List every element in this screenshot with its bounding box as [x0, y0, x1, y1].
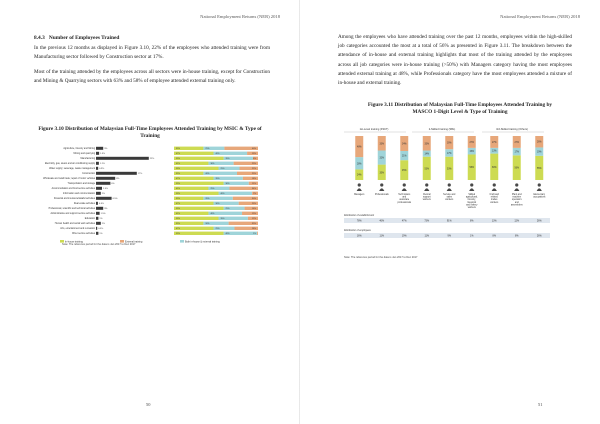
segment-label: 35%	[215, 178, 220, 181]
person-icon-body	[537, 188, 542, 191]
category-label: Wholesale and retail trade; repair of motor vehicles	[43, 178, 95, 181]
category-label-line: Plant and	[511, 194, 522, 196]
page-header: National Employment Returns (NER) 2018	[200, 14, 280, 19]
segment-label: 27%	[469, 141, 475, 144]
category-label: Transportation and storage	[67, 183, 95, 186]
segment-label: 35%	[176, 148, 181, 151]
group-header: 2-Skilled training (SBL)	[428, 128, 456, 131]
segment-label: 41%	[176, 163, 181, 166]
bar	[96, 162, 99, 165]
figure-title: Figure 3.10 Distribution of Malaysian Full-Time Employees Attended Training by MSIC & Type of Training	[38, 126, 262, 139]
category-label	[511, 193, 524, 206]
bar-value-label: 1.5%	[100, 213, 106, 216]
segment-label: 28%	[356, 163, 362, 166]
segment-label: 34%	[401, 143, 407, 146]
bar	[96, 172, 137, 175]
category-label-line: Managers	[354, 194, 365, 196]
segment-label: 17%	[446, 152, 452, 155]
table-cell: 8%	[492, 234, 496, 238]
segment-label: 53%	[176, 168, 181, 171]
segment-label: 30%	[251, 198, 256, 201]
category-label: Mining and quarrying	[73, 153, 95, 156]
category-label-line: sales	[446, 196, 452, 199]
bar	[96, 157, 149, 160]
bar-value-label: 0.9%	[99, 168, 105, 171]
person-icon	[470, 183, 473, 186]
legend-label: In-house training	[65, 240, 83, 244]
category-label: Professional, scientific and technical activities	[48, 208, 95, 211]
table-cell: 13%	[491, 219, 497, 223]
bar-value-label: 17%	[137, 173, 143, 176]
segment-label: 48%	[356, 146, 362, 149]
category-label	[466, 194, 478, 209]
segment-label: 13%	[251, 153, 256, 156]
category-label	[397, 194, 411, 204]
section-number: 8.4.3	[34, 35, 45, 41]
bar-value-label: 3%	[104, 208, 108, 211]
bar-value-label: 1%	[99, 218, 103, 221]
bar	[96, 207, 103, 210]
segment-label: 33%	[424, 143, 430, 146]
segment-label: 25%	[210, 188, 215, 191]
segment-label: 59%	[176, 208, 181, 211]
segment-label: 40%	[220, 193, 225, 196]
table-cell: 91%	[446, 219, 452, 223]
figure-note: Note: The reference period for the data is Jan 2017 to Dec 2017	[344, 256, 418, 259]
person-icon	[403, 183, 406, 186]
bar-value-label: 6.5%	[112, 198, 118, 201]
bar-value-label: 1.3%	[100, 153, 106, 156]
category-label-line: and	[514, 201, 519, 204]
segment-label: 12%	[251, 218, 256, 221]
segment-label: 53%	[446, 168, 452, 171]
bar	[96, 217, 98, 220]
segment-label: 47%	[176, 228, 181, 231]
group-header: 1st-Level training (FSKT)	[359, 128, 389, 131]
table-cell: 9%	[447, 234, 451, 238]
table-cell: 8%	[515, 234, 519, 238]
figure-title: Figure 3.11 Distribution of Malaysian Full-Time Employees Attended Training by MASCO 1-Digit Level & Type of Training	[367, 102, 553, 115]
category-label-line: forestry,	[467, 199, 476, 202]
segment-label: 35%	[225, 158, 230, 161]
segment-label: 11%	[252, 183, 256, 186]
section-title: Number of Employees Trained	[48, 35, 120, 41]
bar	[96, 232, 98, 235]
inhouse-segment	[174, 157, 224, 160]
category-label: Financial and insurance/takaful activities	[53, 198, 95, 201]
segment-label: 19%	[536, 151, 542, 154]
category-label: Agriculture, forestry and fishing	[63, 148, 95, 151]
table-cell: 16%	[356, 234, 362, 238]
category-label: Other service activities	[71, 233, 95, 236]
bar-value-label: 2.5%	[103, 188, 108, 191]
category-label: Arts, entertainment and recreation	[60, 228, 95, 231]
category-label-line: operators	[511, 199, 522, 202]
category-label-line: support	[422, 196, 431, 199]
segment-label: 13%	[491, 150, 497, 153]
segment-label: 25%	[220, 168, 225, 171]
segment-label: 41%	[176, 188, 181, 191]
person-icon-body	[424, 188, 429, 191]
category-label-line: agricultural,	[465, 196, 478, 199]
person-icon	[538, 183, 541, 186]
segment-label: 32%	[379, 157, 385, 160]
legend-label: Both in-house & external training	[185, 240, 220, 244]
person-icon-body	[447, 188, 452, 191]
category-label-line: and	[402, 196, 407, 199]
inhouse-segment	[174, 182, 224, 185]
segment-label: 30%	[210, 163, 215, 166]
group-header: 3rd-Skilled training (Others)	[496, 128, 528, 131]
category-label-line: Skilled	[468, 194, 476, 196]
segment-label: 25%	[215, 228, 220, 231]
legend-label: External training	[125, 240, 143, 244]
bar	[96, 177, 115, 180]
segment-label: 35%	[205, 198, 210, 201]
category-label-line: trades	[491, 199, 498, 202]
segment-label: 33%	[379, 143, 385, 146]
segment-label: 28%	[251, 228, 256, 231]
category-label: Water supply; sewerage, waste management	[49, 168, 95, 171]
inhouse-segment	[174, 232, 224, 235]
person-icon-body	[469, 188, 474, 191]
category-label-line: occupations	[533, 196, 546, 199]
bar	[96, 147, 103, 150]
segment-label: 40%	[205, 173, 210, 176]
person-icon	[380, 183, 383, 186]
paragraph-2: Most of the training attended by the employees across all sectors were in-house training, except for Construction and Mining & Quarrying sectors with 63% and 58% of employee attended external training only.	[34, 69, 270, 85]
segment-label: 22%	[251, 168, 256, 171]
person-icon	[515, 183, 518, 186]
segment-label: 53%	[176, 193, 181, 196]
category-label-line: workers	[422, 199, 431, 202]
person-icon	[425, 183, 428, 186]
segment-label: 18%	[251, 178, 256, 181]
person-icon-body	[514, 188, 519, 191]
category-label-line: livestock	[467, 201, 477, 204]
category-label	[354, 193, 365, 196]
table-row-label: Distribution of establishment	[344, 214, 375, 217]
bar-value-label: 0.8%	[98, 203, 104, 206]
segment-label: 21%	[401, 155, 407, 158]
segment-label: 60%	[491, 166, 497, 169]
segment-label: 47%	[176, 178, 181, 181]
segment-label: 35%	[251, 223, 256, 226]
segment-label: 35%	[379, 172, 385, 175]
external-segment	[257, 232, 258, 235]
bar-value-label: 0.5%	[98, 228, 104, 231]
segment-label: 30%	[205, 223, 210, 226]
bar-value-label: 6%	[111, 183, 115, 186]
segment-label: 27%	[514, 141, 520, 144]
person-icon	[358, 183, 361, 186]
table-cell: 11%	[424, 234, 430, 238]
category-label: Construction	[82, 173, 95, 176]
segment-label: 16%	[251, 208, 256, 211]
category-label-line: Service and	[443, 194, 456, 196]
segment-label: 59%	[176, 233, 181, 236]
table-cell: 26%	[536, 234, 542, 238]
bar-value-label: 2%	[101, 223, 105, 226]
bar	[96, 227, 97, 230]
segment-label: 23%	[251, 203, 256, 206]
table-cell: 1%	[470, 234, 474, 238]
category-label: Information and communication	[62, 193, 95, 196]
segment-label: 26%	[536, 141, 542, 144]
category-label-line: Technicians	[398, 194, 411, 196]
segment-label: 15%	[469, 151, 475, 154]
segment-label: 19%	[251, 213, 256, 216]
segment-label: 27%	[491, 141, 497, 144]
table-cell: 78%	[356, 219, 362, 223]
bar	[96, 202, 98, 205]
bar	[96, 182, 110, 185]
segment-label: 35%	[220, 218, 225, 221]
bar	[96, 212, 100, 215]
bar-value-label: 2%	[101, 193, 105, 196]
category-label: Real estate activities	[73, 203, 95, 206]
bar-value-label: 1%	[99, 233, 103, 236]
table-cell: 19%	[401, 234, 407, 238]
person-icon	[448, 183, 451, 186]
bar	[96, 197, 112, 200]
category-label-line: workers	[467, 207, 476, 209]
category-label-line: Craft and	[489, 194, 499, 196]
person-icon	[493, 183, 496, 186]
person-icon-body	[379, 188, 384, 191]
segment-label: 17%	[514, 151, 520, 154]
segment-label: 47%	[176, 153, 181, 156]
category-label-line: assemblers	[510, 204, 523, 207]
page-number: 50	[146, 402, 151, 407]
inhouse-segment	[174, 207, 224, 210]
segment-label: 34%	[251, 188, 256, 191]
bar-value-label: 3%	[104, 148, 108, 151]
category-label-line: machine	[512, 196, 522, 199]
category-label-line: workers	[445, 199, 454, 202]
bar-value-label: 1.2%	[99, 163, 105, 166]
segment-label: 30%	[215, 203, 220, 206]
category-label: Human health and social work activities	[54, 223, 95, 226]
segment-label: 58%	[469, 167, 475, 170]
segment-label: 53%	[424, 168, 430, 171]
segment-label: 55%	[536, 167, 542, 170]
figure-3-11-chart	[342, 124, 562, 250]
category-label-line: Professionals	[374, 194, 389, 196]
segment-label: 25%	[225, 208, 230, 211]
category-label-line: Clerical	[422, 194, 431, 196]
category-label	[443, 193, 456, 201]
segment-label: 40%	[251, 148, 256, 151]
category-label-line: professionals	[397, 201, 412, 204]
category-label-line: associate	[399, 199, 410, 202]
figure-3-10-chart	[40, 144, 262, 246]
segment-label: 1%	[253, 233, 256, 236]
page-number: 51	[538, 402, 543, 407]
table-cell: 26%	[536, 219, 542, 223]
segment-label: 14%	[424, 153, 430, 156]
category-label	[375, 193, 390, 196]
table-cell: 46%	[379, 219, 385, 223]
segment-label: 59%	[176, 183, 181, 186]
segment-label: 25%	[205, 148, 210, 151]
category-label: Manufacturing	[80, 158, 95, 161]
category-label-line: and fishery	[466, 204, 478, 207]
legend-swatch	[180, 240, 184, 243]
segment-label: 40%	[210, 213, 215, 216]
category-label: Electricity, gas, steam and air conditioning supply	[44, 163, 95, 166]
table-cell: 11%	[379, 234, 385, 238]
segment-label: 41%	[176, 213, 181, 216]
table-cell: 8%	[470, 219, 474, 223]
inhouse-segment	[174, 192, 219, 195]
segment-label: 35%	[176, 223, 181, 226]
table-cell: 73%	[424, 219, 430, 223]
right-page	[300, 0, 600, 424]
bar	[96, 222, 101, 225]
paragraph: Among the employees who have attended training over the past 12 months, employees within the high-skilled job categories accounted the most at a total of 56% as presented in Figure 3.11. The breakdown between the attendance of in-house and external training highlights that most of the training attended by the employees across all job categories were in-house training (>50%) with Managers category having the most employees attended external training at 48%, while Professionals category have the most employees attended a mixture of in-house and external training.	[338, 34, 572, 87]
table-cell: 12%	[514, 219, 520, 223]
category-label-line: Elementary	[533, 194, 546, 196]
category-label: Accommodation and food service activities	[51, 188, 95, 191]
segment-label: 35%	[176, 198, 181, 201]
segment-label: 30%	[225, 183, 230, 186]
segment-label: 40%	[215, 153, 220, 156]
segment-label: 53%	[176, 218, 181, 221]
inhouse-segment	[174, 217, 219, 220]
bar-value-label: 8%	[116, 178, 120, 181]
category-label: Education	[84, 218, 95, 221]
category-label	[490, 193, 500, 204]
table-row-label: Distribution of employees	[344, 229, 371, 232]
segment-label: 6%	[253, 158, 256, 161]
category-label	[533, 193, 546, 199]
category-label-line: related	[490, 196, 498, 199]
segment-label: 56%	[514, 167, 520, 170]
bar	[96, 152, 99, 155]
section-heading	[34, 35, 119, 41]
person-icon-body	[402, 188, 407, 191]
segment-label: 35%	[176, 173, 181, 176]
segment-label: 40%	[225, 233, 230, 236]
segment-label: 59%	[176, 158, 181, 161]
segment-label: 7%	[253, 193, 256, 196]
segment-label: 29%	[251, 163, 256, 166]
person-icon-body	[357, 188, 362, 191]
bar-value-label: 22%	[149, 158, 155, 161]
person-icon-body	[492, 188, 497, 191]
table-cell: 47%	[401, 219, 407, 223]
page-header: National Employment Returns (NER) 2018	[500, 14, 580, 19]
bar	[96, 167, 98, 170]
figure-note: Note: The reference period for the data is Jan 2017 to Dec 2017	[62, 243, 136, 246]
segment-label: 47%	[176, 203, 181, 206]
category-label-line: workers	[490, 201, 499, 204]
segment-label: 24%	[356, 174, 362, 177]
segment-label: 30%	[446, 142, 452, 145]
bar	[96, 192, 101, 195]
paragraph-1: In the previous 12 months as displayed in Figure 3.10, 22% of the employees who attended training were from Manufacturing sector followed by Construction sector at 17%.	[34, 45, 270, 61]
segment-label: 45%	[401, 170, 407, 173]
category-label: Administrative and support service activities	[50, 213, 95, 216]
category-label	[423, 193, 432, 201]
segment-label: 25%	[251, 173, 256, 176]
bar	[96, 187, 102, 190]
inhouse-segment	[174, 167, 219, 170]
